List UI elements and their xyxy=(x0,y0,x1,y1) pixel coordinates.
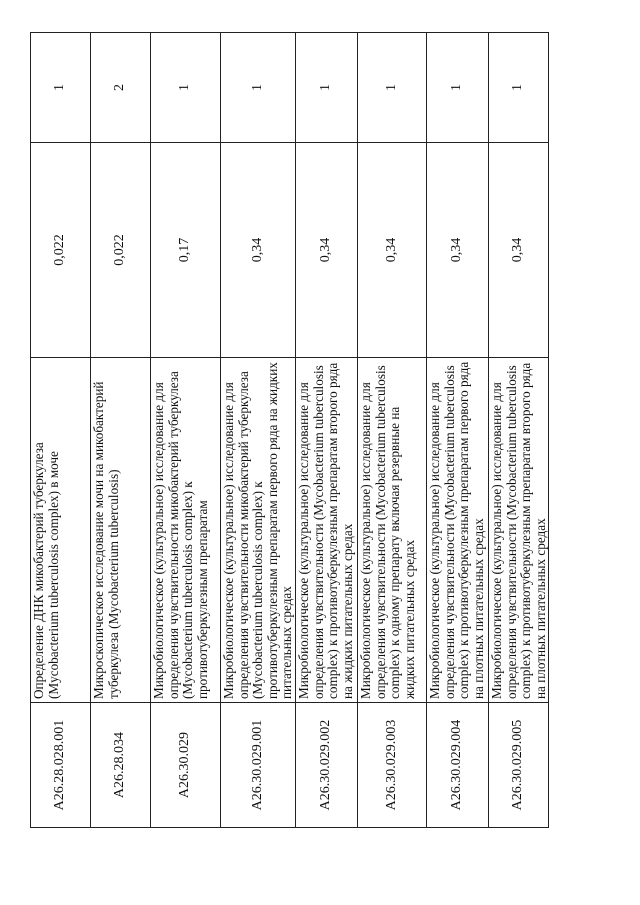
service-description: Микробиологическое (культуральное) исследование для определения чувствительности (Mycobacterium tuberculosis complex) к противотуберкулезным препаратам второго ряда на плотных питательных средах xyxy=(488,358,548,703)
table-row xyxy=(426,33,488,828)
service-count: 2 xyxy=(91,33,151,143)
service-description: Микробиологическое (культуральное) исследование для определения чувствительности микобактерий туберкулеза (Mycobacterium tuberculosis complex) к противотуберкулезным препаратам xyxy=(151,358,221,703)
service-count: 1 xyxy=(221,33,296,143)
service-code: A26.30.029.002 xyxy=(295,703,357,828)
table-row xyxy=(488,33,548,828)
service-count: 1 xyxy=(31,33,91,143)
services-table xyxy=(30,32,549,828)
service-description: Определение ДНК микобактерий туберкулеза (Mycobacterium tuberculosis complex) в моче xyxy=(31,358,91,703)
table-body xyxy=(31,33,549,828)
service-frequency: 0,34 xyxy=(295,143,357,358)
rotated-page xyxy=(30,33,548,828)
service-frequency: 0,34 xyxy=(488,143,548,358)
table-row xyxy=(221,33,296,828)
service-count: 1 xyxy=(151,33,221,143)
service-frequency: 0,17 xyxy=(151,143,221,358)
service-description: Микробиологическое (культуральное) исследование для определения чувствительности микобактерий туберкулеза (Mycobacterium tuberculosis complex) к противотуберкулезным препаратам первого ряда на жидких питательных средах xyxy=(221,358,296,703)
service-description: Микробиологическое (культуральное) исследование для определения чувствительности (Mycobacterium tuberculosis complex) к одному препарату включая резервные на жидких питательных средах xyxy=(357,358,426,703)
table-row xyxy=(91,33,151,828)
service-code: A26.30.029.001 xyxy=(221,703,296,828)
service-count: 1 xyxy=(488,33,548,143)
service-code: A26.30.029.003 xyxy=(357,703,426,828)
table-row xyxy=(31,33,91,828)
service-frequency: 0,022 xyxy=(91,143,151,358)
service-count: 1 xyxy=(295,33,357,143)
table-row xyxy=(151,33,221,828)
service-count: 1 xyxy=(357,33,426,143)
service-frequency: 0,34 xyxy=(357,143,426,358)
service-description: Микроскопическое исследование мочи на микобактерий туберкулеза (Mycobacterium tuberculosis) xyxy=(91,358,151,703)
service-code: A26.28.034 xyxy=(91,703,151,828)
service-code: A26.28.028.001 xyxy=(31,703,91,828)
service-frequency: 0,34 xyxy=(426,143,488,358)
service-description: Микробиологическое (культуральное) исследование для определения чувствительности (Mycobacterium tuberculosis complex) к противотуберкулезным препаратам первого ряда на плотных питательных средах xyxy=(426,358,488,703)
service-description: Микробиологическое (культуральное) исследование для определения чувствительности (Mycobacterium tuberculosis complex) к противотуберкулезным препаратам второго ряда на жидких питательных средах xyxy=(295,358,357,703)
service-frequency: 0,022 xyxy=(31,143,91,358)
service-code: A26.30.029.005 xyxy=(488,703,548,828)
service-code: A26.30.029.004 xyxy=(426,703,488,828)
service-count: 1 xyxy=(426,33,488,143)
service-frequency: 0,34 xyxy=(221,143,296,358)
table-row xyxy=(357,33,426,828)
service-code: A26.30.029 xyxy=(151,703,221,828)
table-row xyxy=(295,33,357,828)
